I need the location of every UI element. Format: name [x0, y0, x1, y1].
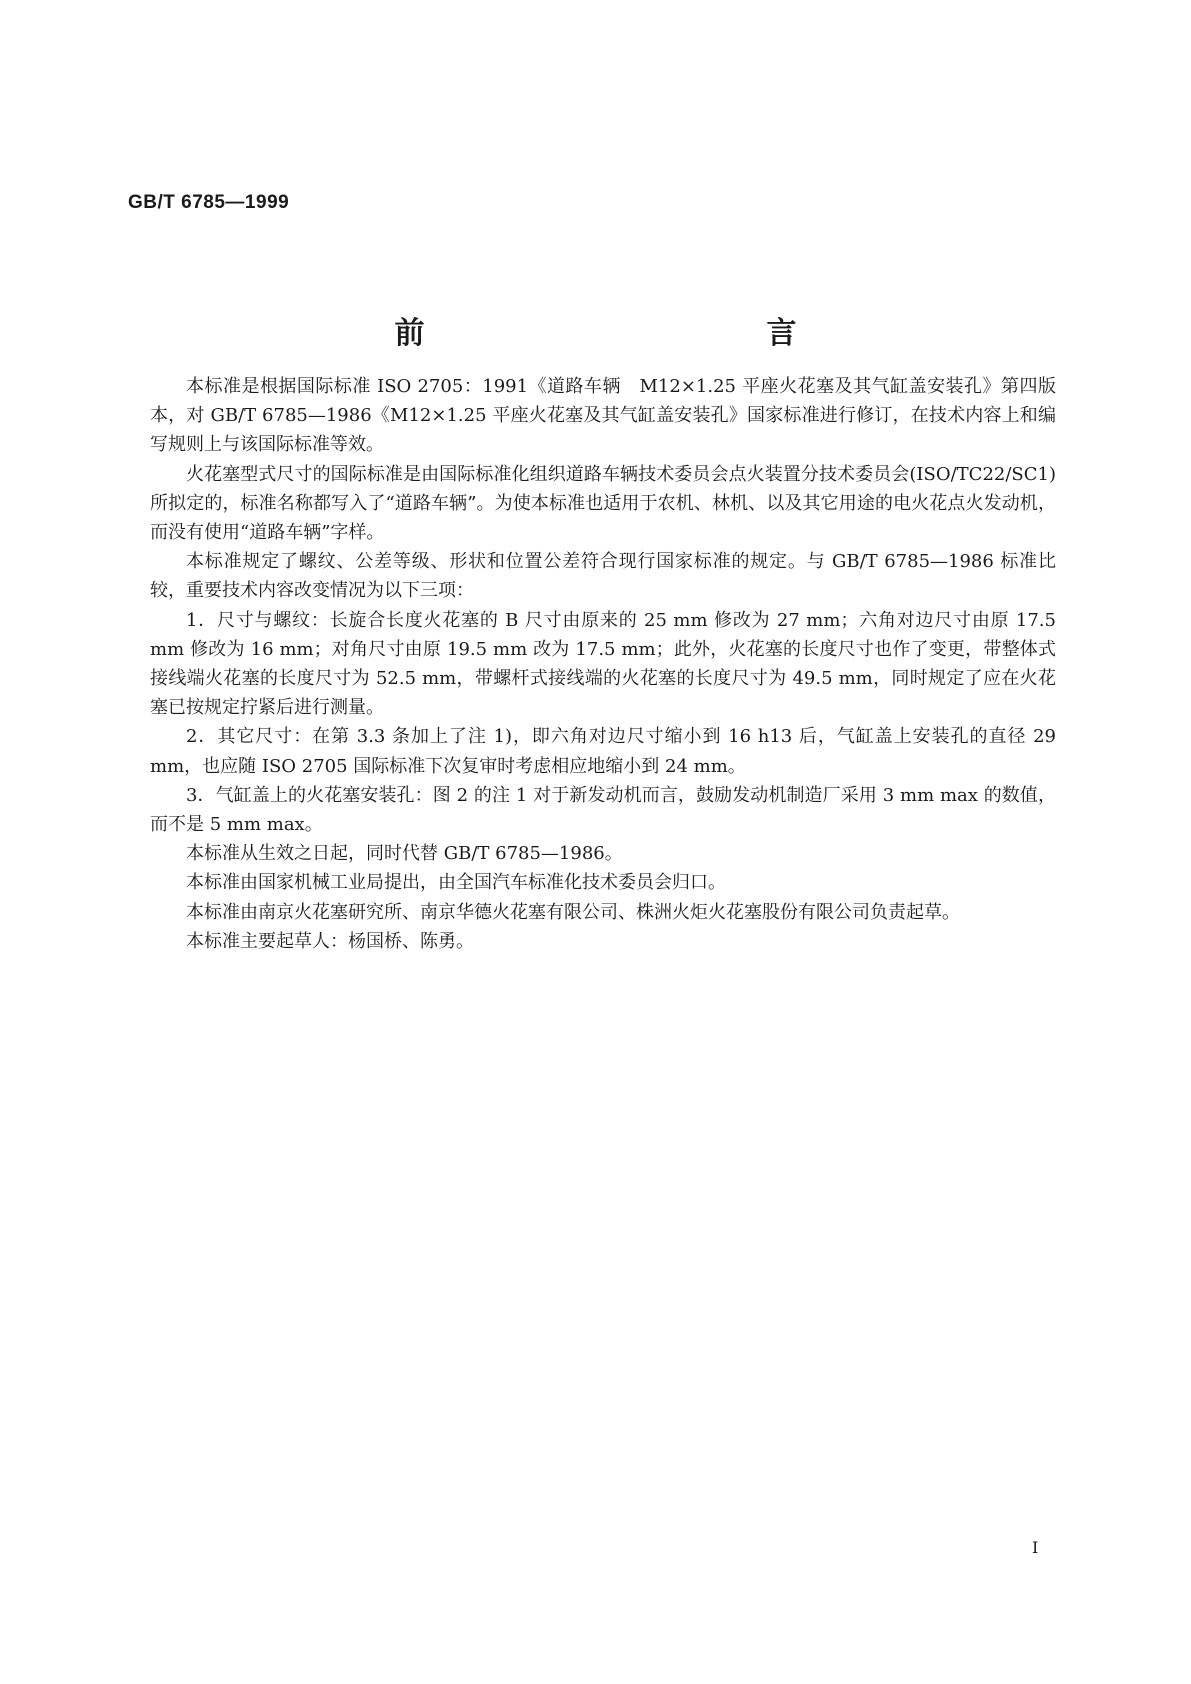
paragraph-change-3: 3．气缸盖上的火花塞安装孔：图 2 的注 1 对于新发动机而言，鼓励发动机制造厂采用 3 mm max 的数值，而不是 5 mm max。	[150, 784, 1056, 836]
paragraph-drafted-by: 本标准由南京火花塞研究所、南京华德火花塞有限公司、株洲火炬火花塞股份有限公司负责起草。	[186, 901, 960, 923]
paragraph-changes-intro: 本标准规定了螺纹、公差等级、形状和位置公差符合现行国家标准的规定。与 GB/T 6785—1986 标准比较，重要技术内容改变情况为以下三项：	[150, 551, 1056, 602]
paragraph-supersedes: 本标准从生效之日起，同时代替 GB/T 6785—1986。	[186, 843, 623, 865]
paragraph-change-2: 2．其它尺寸：在第 3.3 条加上了注 1)，即六角对边尺寸缩小到 16 h13 后，气缸盖上安装孔的直径 29 mm，也应随 ISO 2705 国际标准下次复审时考虑相应地缩小到 24 mm。	[150, 726, 1056, 777]
paragraph-proposed-by: 本标准由国家机械工业局提出，由全国汽车标准化技术委员会归口。	[186, 872, 726, 894]
page-number: I	[1032, 1538, 1039, 1557]
paragraph-change-1: 1．尺寸与螺纹：长旋合长度火花塞的 B 尺寸由原来的 25 mm 修改为 27 mm；六角对边尺寸由原 17.5 mm 修改为 16 mm；对角尺寸由原 19.5 mm 改为 17.5 mm；此外，火花塞的长度尺寸也作了变更，带整体式接线端火花塞的长度尺寸为 52.5 mm，带螺杆式接线端的火花塞的长度尺寸为 49.5 mm，同时规定了应在火花塞已按规定拧紧后进行测量。	[150, 609, 1056, 719]
foreword-body	[150, 372, 1056, 956]
page-title: 前 言	[394, 316, 891, 351]
paragraph-drafters: 本标准主要起草人：杨国桥、陈勇。	[186, 930, 474, 952]
paragraph-iso-origin: 火花塞型式尺寸的国际标准是由国际标准化组织道路车辆技术委员会点火装置分技术委员会(ISO/TC22/SC1)所拟定的，标准名称都写入了“道路车辆”。为使本标准也适用于农机、林机、以及其它用途的电火花点火发动机，而没有使用“道路车辆”字样。	[150, 463, 1056, 544]
standard-code: GB/T 6785—1999	[128, 192, 290, 213]
paragraph-basis: 本标准是根据国际标准 ISO 2705：1991《道路车辆 M12×1.25 平座火花塞及其气缸盖安装孔》第四版本，对 GB/T 6785—1986《M12×1.25 平座火花塞及其气缸盖安装孔》国家标准进行修订，在技术内容上和编写规则上与该国际标准等效。	[150, 376, 1056, 456]
